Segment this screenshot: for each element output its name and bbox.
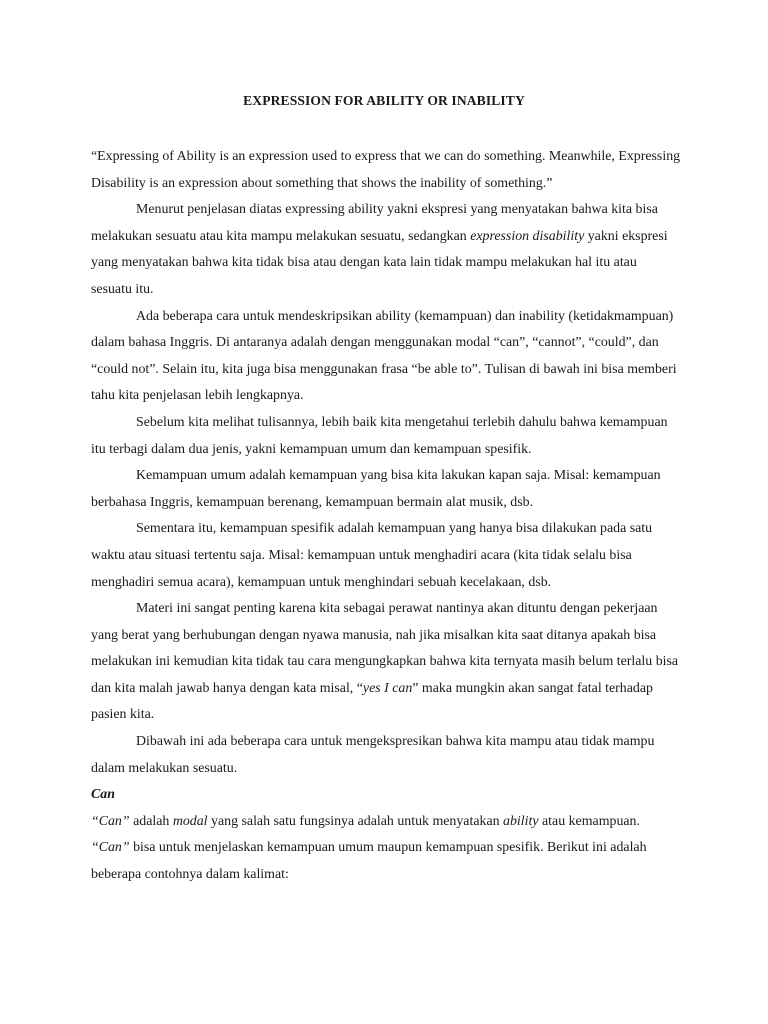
paragraph-8 xyxy=(91,809,681,889)
paragraph-6-text-b: ” maka mungkin akan sangat fatal terhadap pasien kita. xyxy=(91,680,653,723)
paragraph-8-text-3: atau kemampuan. xyxy=(538,813,640,829)
paragraph-8-text-1: adalah xyxy=(129,813,173,829)
paragraph-8-emphasis-4: “Can” xyxy=(91,840,130,856)
paragraph-5: Sementara itu, kemampuan spesifik adalah kemampuan yang hanya bisa dilakukan pada satu waktu atau situasi tertentu saja. Misal: kemampuan untuk menghadiri acara (kita tidak selalu bisa menghadiri semua acara), kemampuan untuk menghindari sebuah kecelakaan, dsb. xyxy=(91,521,653,590)
paragraph-1-emphasis: expression disability xyxy=(470,228,585,244)
document-body xyxy=(91,144,681,889)
paragraph-6-text-a: Materi ini sangat penting karena kita sebagai perawat nantinya akan dituntu dengan pekerjaan yang berat yang berhubungan dengan nyawa manusia, nah jika misalkan kita saat ditanya apakah bisa melakukan ini kemudian kita tidak tau cara mengungkapkan bahwa kita ternyata masih belum terlalu bisa dan kita malah jawab hanya dengan kata misal, “ xyxy=(91,601,679,696)
paragraph-6-emphasis: yes I can xyxy=(362,680,413,696)
section-heading-can: Can xyxy=(91,787,115,803)
intro-quote: “Expressing of Ability is an expression used to express that we can do something. Meanwhile, Expressing Disability is an expression about something that shows the inability of something.” xyxy=(91,149,681,191)
paragraph-4: Kemampuan umum adalah kemampuan yang bisa kita lakukan kapan saja. Misal: kemampuan berbahasa Inggris, kemampuan berenang, kemampuan bermain alat musik, dsb. xyxy=(91,468,661,510)
paragraph-1-text-b: yakni ekspresi yang menyatakan bahwa kita tidak bisa atau dengan kata lain tidak mampu melakukan hal itu atau sesuatu itu. xyxy=(91,228,668,297)
paragraph-3: Sebelum kita melihat tulisannya, lebih baik kita mengetahui terlebih dahulu bahwa kemampuan itu terbagi dalam dua jenis, yakni kemampuan umum dan kemampuan spesifik. xyxy=(91,414,668,457)
paragraph-8-text-2: yang salah satu fungsinya adalah untuk menyatakan xyxy=(207,813,504,829)
paragraph-1-text-a: Menurut penjelasan diatas expressing ability yakni ekspresi yang menyatakan bahwa kita bisa melakukan sesuatu atau kita mampu melakukan sesuatu, sedangkan xyxy=(91,202,658,244)
paragraph-7: Dibawah ini ada beberapa cara untuk mengekspresikan bahwa kita mampu atau tidak mampu dalam melakukan sesuatu. xyxy=(91,734,655,776)
paragraph-8-text-4: bisa untuk menjelaskan kemampuan umum maupun kemampuan spesifik. Berikut ini adalah beberapa contohnya dalam kalimat: xyxy=(91,840,647,883)
paragraph-8-emphasis-2: modal xyxy=(172,813,208,829)
paragraph-6 xyxy=(91,596,681,729)
paragraph-1 xyxy=(91,197,681,303)
paragraph-8-emphasis-1: “Can” xyxy=(91,813,130,829)
document-title: EXPRESSION FOR ABILITY OR INABILITY xyxy=(243,93,525,108)
paragraph-2: Ada beberapa cara untuk mendeskripsikan ability (kemampuan) dan inability (ketidakmampuan) dalam bahasa Inggris. Di antaranya adalah dengan menggunakan modal “can”, “cannot”, “could”, dan “could not”. Selain itu, kita juga bisa menggunakan frasa “be able to”. Tulisan di bawah ini bisa memberi tahu kita penjelasan lebih lengkapnya. xyxy=(91,308,677,404)
paragraph-8-emphasis-3: ability xyxy=(503,813,539,829)
